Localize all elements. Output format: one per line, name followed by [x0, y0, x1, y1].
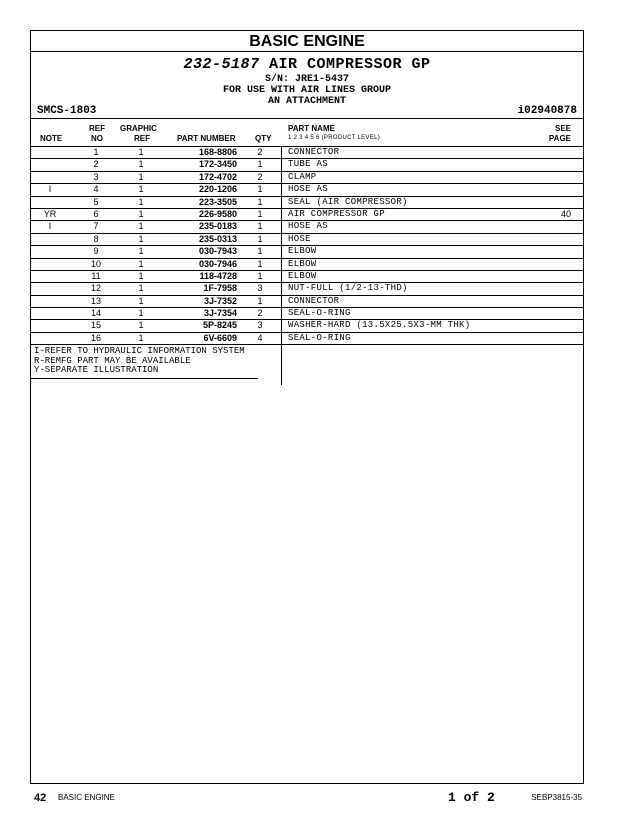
qty-cell: 1: [257, 270, 263, 281]
col-graphic-2: REF: [134, 134, 150, 143]
part-name-cell: ELBOW: [288, 246, 317, 257]
ref-no-cell: 16: [90, 332, 101, 343]
col-part-number: PART NUMBER: [177, 134, 236, 143]
part-number-cell: 220-1206: [198, 184, 237, 195]
graphic-ref-cell: 1: [138, 246, 144, 257]
ref-no-cell: 14: [90, 308, 101, 319]
part-name-cell: SEAL-O-RING: [288, 332, 351, 343]
part-name-cell: CONNECTOR: [288, 147, 340, 157]
graphic-ref-cell: 1: [138, 171, 144, 182]
footer-section: BASIC ENGINE: [58, 793, 115, 802]
part-number-cell: 5P-8245: [202, 320, 237, 331]
ref-no-cell: 10: [90, 258, 101, 269]
note-line-i: I-REFER TO HYDRAULIC INFORMATION SYSTEM: [34, 346, 245, 357]
note-cell: I: [48, 184, 52, 195]
part-number-cell: 235-0313: [198, 233, 237, 244]
ref-no-cell: 11: [91, 270, 101, 281]
part-name-cell: SEAL (AIR COMPRESSOR): [288, 196, 408, 207]
part-name-cell: CLAMP: [288, 171, 317, 182]
table-row: [31, 147, 583, 159]
note-line-r: R-REMFG PART MAY BE AVAILABLE: [34, 355, 191, 366]
qty-cell: 1: [257, 159, 263, 170]
part-name-cell: HOSE: [288, 233, 311, 244]
graphic-ref-cell: 1: [138, 308, 144, 319]
part-number-cell: 235-0183: [198, 221, 237, 232]
part-name-cell: SEAL-O-RING: [288, 308, 351, 319]
ref-no-cell: 13: [90, 295, 101, 306]
ref-no-cell: 8: [93, 233, 99, 244]
ref-no-cell: 6: [93, 208, 99, 219]
notes-legend: [31, 345, 258, 379]
ref-no-cell: 15: [90, 320, 101, 331]
table-row: [31, 234, 583, 246]
part-name-cell: WASHER-HARD (13.5X25.5X3-MM THK): [288, 320, 471, 331]
graphic-ref-cell: 1: [138, 258, 144, 269]
table-row: [31, 283, 583, 295]
note-line-y: Y-SEPARATE ILLUSTRATION: [34, 365, 159, 376]
graphic-ref-cell: 1: [138, 147, 144, 157]
col-ref-2: NO: [91, 134, 103, 143]
graphic-ref-cell: 1: [138, 221, 144, 232]
part-number-cell: 3J-7354: [203, 308, 237, 319]
graphic-ref-cell: 1: [138, 332, 144, 343]
note-cell: I: [48, 221, 52, 232]
col-ref-1: REF: [89, 124, 105, 133]
use-line-2: AN ATTACHMENT: [267, 96, 346, 107]
col-note: NOTE: [40, 134, 63, 143]
graphic-ref-cell: 1: [138, 295, 144, 306]
see-page-cell: 40: [560, 208, 571, 219]
ref-no-cell: 7: [93, 221, 99, 232]
group-title: [31, 56, 583, 73]
serial-number: S/N: JRE1-5437: [264, 74, 349, 85]
footer-page-of: 1 of 2: [448, 790, 495, 805]
table-row: [31, 159, 583, 171]
part-name-cell: HOSE AS: [288, 221, 328, 232]
part-name-cell: NUT-FULL (1/2-13-THD): [288, 283, 408, 294]
qty-cell: 1: [257, 246, 263, 257]
qty-cell: 2: [257, 171, 263, 182]
table-row: [31, 333, 583, 345]
qty-cell: 1: [257, 233, 263, 244]
table-row: [31, 209, 583, 221]
ref-no-cell: 1: [93, 147, 99, 157]
part-name-cell: ELBOW: [288, 258, 317, 269]
part-number-cell: 172-4702: [198, 171, 237, 182]
part-number-cell: 3J-7352: [203, 295, 237, 306]
qty-cell: 1: [257, 196, 263, 207]
qty-cell: 1: [257, 258, 263, 269]
graphic-ref-cell: 1: [138, 196, 144, 207]
table-row: [31, 184, 583, 196]
part-name-cell: AIR COMPRESSOR GP: [288, 208, 385, 219]
qty-cell: 2: [257, 308, 263, 319]
col-part-name: PART NAME: [288, 124, 335, 133]
graphic-ref-cell: 1: [138, 184, 144, 195]
qty-cell: 1: [257, 295, 263, 306]
part-name-cell: CONNECTOR: [288, 295, 340, 306]
use-line-1: FOR USE WITH AIR LINES GROUP: [222, 85, 392, 96]
graphic-ref-cell: 1: [138, 159, 144, 170]
graphic-ref-cell: 1: [138, 270, 144, 281]
col-graphic-1: GRAPHIC: [120, 124, 157, 133]
col-qty: QTY: [255, 134, 272, 143]
group-header: [31, 52, 583, 119]
illustration-id: i02940878: [517, 105, 577, 117]
section-title: BASIC ENGINE: [31, 31, 583, 52]
qty-cell: 3: [257, 320, 263, 331]
part-number-cell: 030-7943: [198, 246, 237, 257]
table-row: [31, 271, 583, 283]
col-product-level: 1 2 3 4 5 6 (PRODUCT LEVEL): [288, 135, 381, 141]
part-number-cell: 226-9580: [198, 208, 237, 219]
smcs-code: SMCS-1803: [37, 105, 97, 117]
graphic-ref-cell: 1: [138, 283, 144, 294]
ref-no-cell: 12: [90, 283, 101, 294]
note-cell: YR: [43, 208, 57, 219]
table-row: [31, 259, 583, 271]
parts-table-body: [31, 147, 583, 345]
part-number-cell: 168-8806: [198, 147, 237, 157]
qty-cell: 3: [257, 283, 263, 294]
part-name-cell: TUBE AS: [288, 159, 328, 170]
graphic-ref-cell: 1: [138, 320, 144, 331]
qty-cell: 1: [257, 208, 263, 219]
group-part-title: AIR COMPRESSOR GP: [269, 56, 431, 73]
table-row: [31, 246, 583, 258]
part-number-cell: 223-3505: [198, 196, 237, 207]
part-number-cell: 172-3450: [198, 159, 237, 170]
part-name-cell: ELBOW: [288, 270, 317, 281]
table-row: [31, 172, 583, 184]
table-row: [31, 197, 583, 209]
table-row: [31, 296, 583, 308]
part-number-cell: 030-7946: [198, 258, 237, 269]
graphic-ref-cell: 1: [138, 208, 144, 219]
col-see-2: PAGE: [548, 134, 571, 143]
graphic-ref-cell: 1: [138, 233, 144, 244]
part-number-cell: 6V-6609: [203, 332, 237, 343]
ref-no-cell: 3: [93, 171, 99, 182]
table-row: [31, 320, 583, 332]
qty-cell: 1: [257, 221, 263, 232]
ref-no-cell: 9: [93, 246, 99, 257]
footer-doc-id: SEBP3815-35: [531, 793, 582, 802]
table-row: [31, 221, 583, 233]
part-number-cell: 118-4728: [199, 270, 237, 281]
qty-cell: 1: [257, 184, 263, 195]
col-see-1: SEE: [554, 124, 571, 133]
parts-page-frame: [30, 30, 584, 784]
footer-page-number: 42: [34, 792, 47, 804]
part-number-cell: 1F-7958: [203, 283, 237, 294]
ref-no-cell: 2: [93, 159, 99, 170]
table-row: [31, 308, 583, 320]
ref-no-cell: 5: [93, 196, 99, 207]
part-name-cell: HOSE AS: [288, 184, 328, 195]
page-footer: [30, 788, 584, 808]
qty-cell: 2: [257, 147, 263, 157]
qty-cell: 4: [257, 332, 263, 343]
group-part-number: 232-5187: [183, 56, 260, 73]
ref-no-cell: 4: [93, 184, 99, 195]
table-column-headers: [31, 119, 583, 147]
